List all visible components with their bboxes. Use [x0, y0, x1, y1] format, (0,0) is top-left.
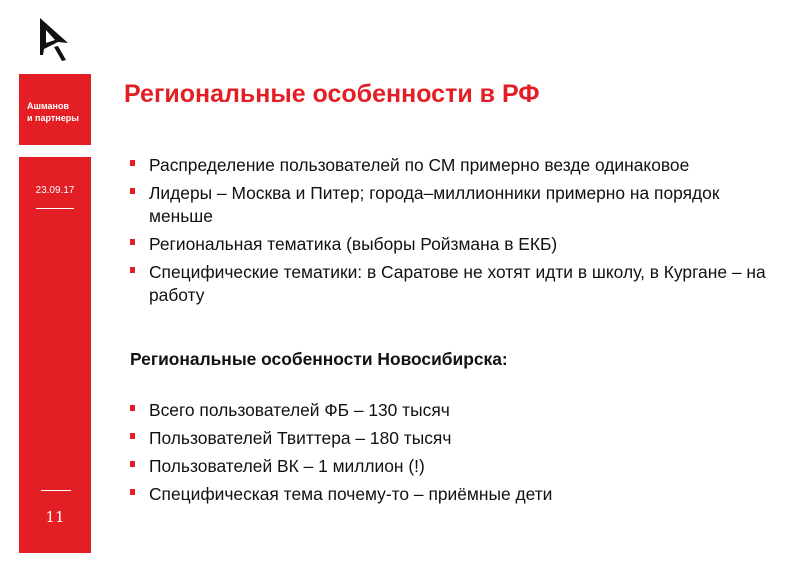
- brand-name-line1: Ашманов: [27, 101, 70, 111]
- subheading: Региональные особенности Новосибирска:: [130, 349, 508, 369]
- bullet-square-icon: [130, 405, 135, 411]
- bullet-text: Региональная тематика (выборы Ройзмана в ЕКБ): [149, 234, 558, 254]
- slide-date: 23.09.17: [35, 185, 75, 196]
- page-divider: [41, 490, 71, 491]
- bullet-square-icon: [130, 461, 135, 467]
- bullet-item: [130, 483, 730, 506]
- main-bullet-list: [130, 154, 780, 312]
- brand-name-line2: и партнеры: [27, 113, 79, 123]
- company-logo-icon: [37, 16, 71, 62]
- bullet-text: Специфическая тема почему-то – приёмные дети: [149, 484, 553, 504]
- bullet-item: [130, 427, 730, 450]
- bullet-item: [130, 154, 780, 177]
- bullet-item: [130, 261, 780, 307]
- brand-box: [19, 74, 91, 145]
- side-bar: [19, 157, 91, 553]
- bullet-square-icon: [130, 433, 135, 439]
- bullet-text: Лидеры – Москва и Питер; города–миллионники примерно на порядок меньше: [149, 183, 720, 226]
- bullet-item: [130, 233, 780, 256]
- bullet-item: [130, 399, 730, 422]
- bullet-item: [130, 455, 730, 478]
- bullet-item: [130, 182, 780, 228]
- date-divider: [36, 208, 74, 209]
- bullet-square-icon: [130, 188, 135, 194]
- bullet-text: Всего пользователей ФБ – 130 тысяч: [149, 400, 450, 420]
- bullet-square-icon: [130, 239, 135, 245]
- bullet-text: Специфические тематики: в Саратове не хотят идти в школу, в Кургане – на работу: [149, 262, 766, 305]
- bullet-text: Пользователей ВК – 1 миллион (!): [149, 456, 425, 476]
- novosibirsk-bullet-list: [130, 399, 730, 511]
- bullet-square-icon: [130, 160, 135, 166]
- bullet-square-icon: [130, 267, 135, 273]
- bullet-text: Пользователей Твиттера – 180 тысяч: [149, 428, 452, 448]
- bullet-text: Распределение пользователей по СМ примерно везде одинаковое: [149, 155, 690, 175]
- page-number: 11: [45, 508, 65, 526]
- bullet-square-icon: [130, 489, 135, 495]
- slide-title: Региональные особенности в РФ: [124, 80, 540, 108]
